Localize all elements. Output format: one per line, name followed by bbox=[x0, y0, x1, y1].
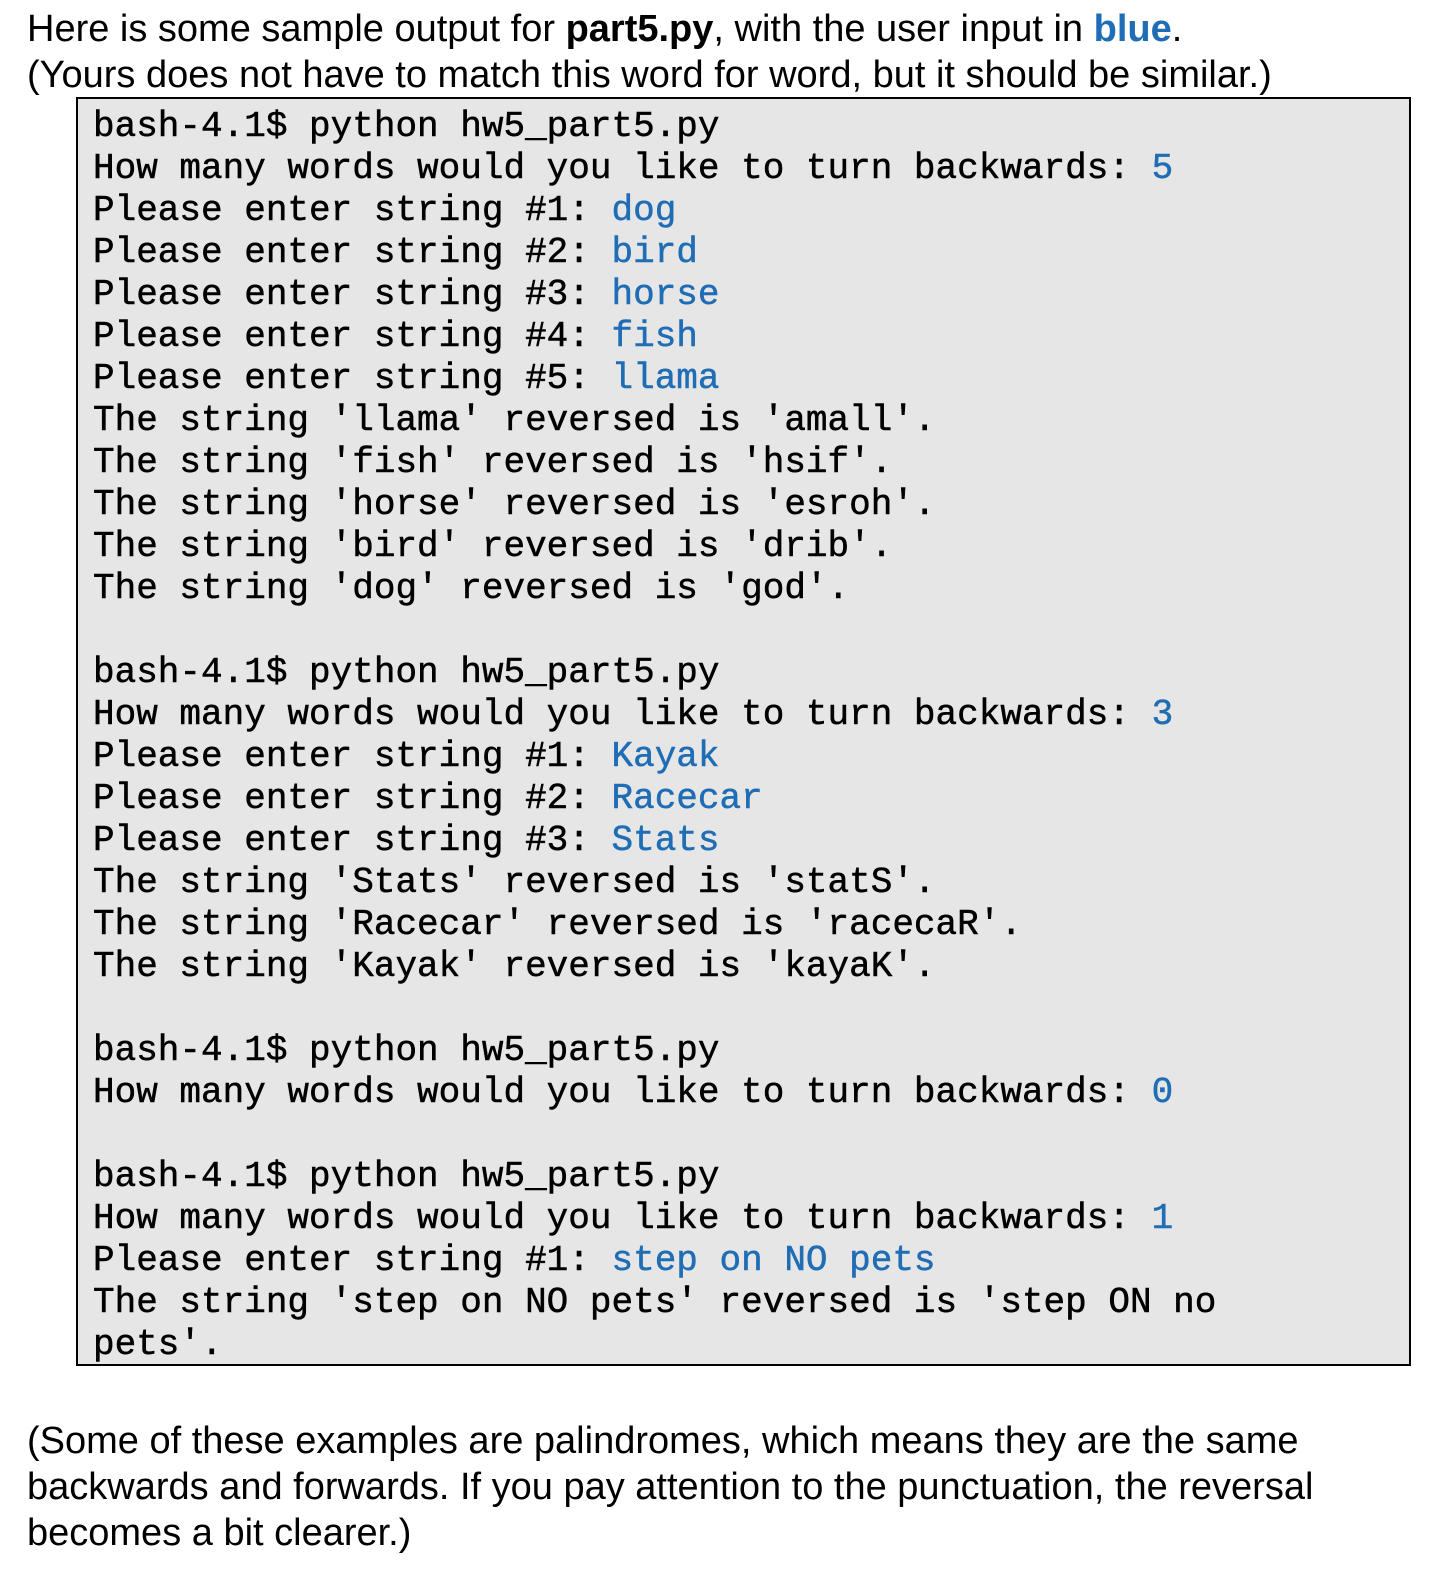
terminal-line bbox=[93, 1240, 1216, 1282]
terminal-line bbox=[93, 358, 1216, 400]
terminal-output-text: Please enter string #1: bbox=[93, 736, 612, 777]
user-input-text: 1 bbox=[1151, 1198, 1174, 1239]
intro-text: Here is some sample output for bbox=[27, 8, 566, 50]
terminal-output-text: bash-4.1$ python hw5_part5.py bbox=[93, 106, 720, 147]
user-input-text: Racecar bbox=[611, 778, 763, 819]
terminal-line bbox=[93, 904, 1216, 946]
terminal-line bbox=[93, 1156, 1216, 1198]
terminal-output-box bbox=[76, 97, 1411, 1366]
terminal-output-text: The string 'Kayak' reversed is 'kayaK'. bbox=[93, 946, 936, 987]
terminal-line bbox=[93, 610, 1216, 652]
terminal-line bbox=[93, 316, 1216, 358]
user-input-text: dog bbox=[611, 190, 677, 231]
terminal-line bbox=[93, 736, 1216, 778]
terminal-output-text: pets'. bbox=[93, 1324, 223, 1365]
terminal-line bbox=[93, 106, 1216, 148]
terminal-output-text: bash-4.1$ python hw5_part5.py bbox=[93, 1030, 720, 1071]
terminal-output-text: The string 'llama' reversed is 'amall'. bbox=[93, 400, 936, 441]
terminal-line bbox=[93, 988, 1216, 1030]
terminal-line bbox=[93, 1198, 1216, 1240]
terminal-output-text: Please enter string #4: bbox=[93, 316, 612, 357]
terminal-line bbox=[93, 190, 1216, 232]
terminal-line bbox=[93, 526, 1216, 568]
terminal-line bbox=[93, 442, 1216, 484]
terminal-output-text: Please enter string #5: bbox=[93, 358, 612, 399]
intro-paragraph bbox=[27, 6, 1427, 98]
terminal-output-text: Please enter string #3: bbox=[93, 820, 612, 861]
terminal-output-text: The string 'horse' reversed is 'esroh'. bbox=[93, 484, 936, 525]
terminal-line bbox=[93, 1324, 1216, 1366]
terminal-output-text: How many words would you like to turn backwards: bbox=[93, 694, 1152, 735]
terminal-line bbox=[93, 274, 1216, 316]
terminal-output-text: The string 'Racecar' reversed is 'racecaR'. bbox=[93, 904, 1022, 945]
terminal-output-text: How many words would you like to turn backwards: bbox=[93, 1072, 1152, 1113]
user-input-text: bird bbox=[611, 232, 698, 273]
terminal-output-text: bash-4.1$ python hw5_part5.py bbox=[93, 652, 720, 693]
terminal-output-text: Please enter string #2: bbox=[93, 232, 612, 273]
terminal-output-text: Please enter string #3: bbox=[93, 274, 612, 315]
terminal-line bbox=[93, 232, 1216, 274]
intro-line-2: (Yours does not have to match this word for word, but it should be similar.) bbox=[27, 54, 1272, 96]
user-input-text: Stats bbox=[611, 820, 720, 861]
intro-text: . bbox=[1171, 8, 1183, 50]
terminal-line bbox=[93, 484, 1216, 526]
terminal-output-text: Please enter string #1: bbox=[93, 1240, 612, 1281]
terminal-output-text: How many words would you like to turn backwards: bbox=[93, 1198, 1152, 1239]
terminal-line bbox=[93, 148, 1216, 190]
user-input-text: 0 bbox=[1151, 1072, 1174, 1113]
terminal-line bbox=[93, 652, 1216, 694]
terminal-line bbox=[93, 400, 1216, 442]
terminal-line bbox=[93, 1282, 1216, 1324]
terminal-output-text: Please enter string #2: bbox=[93, 778, 612, 819]
terminal-output-text: The string 'dog' reversed is 'god'. bbox=[93, 568, 850, 609]
user-input-text: llama bbox=[611, 358, 720, 399]
user-input-text: Kayak bbox=[611, 736, 720, 777]
user-input-text: 3 bbox=[1151, 694, 1174, 735]
terminal-output-text: The string 'bird' reversed is 'drib'. bbox=[93, 526, 893, 567]
terminal-output-text: The string 'Stats' reversed is 'statS'. bbox=[93, 862, 936, 903]
user-input-text: step on NO pets bbox=[611, 1240, 936, 1281]
user-input-text: 5 bbox=[1151, 148, 1174, 189]
terminal-line bbox=[93, 1114, 1216, 1156]
terminal-line bbox=[93, 820, 1216, 862]
blue-word: blue bbox=[1093, 8, 1172, 50]
terminal-line bbox=[93, 778, 1216, 820]
terminal-line bbox=[93, 1072, 1216, 1114]
outro-paragraph: (Some of these examples are palindromes, which means they are the same backwards and forwards. If you pay attention to the punctuation, the reversal becomes a bit clearer.) bbox=[27, 1420, 1314, 1554]
user-input-text: horse bbox=[611, 274, 720, 315]
filename: part5.py bbox=[565, 8, 714, 50]
terminal-output-text: bash-4.1$ python hw5_part5.py bbox=[93, 1156, 720, 1197]
terminal-output-text: The string 'fish' reversed is 'hsif'. bbox=[93, 442, 893, 483]
intro-text: , with the user input in bbox=[713, 8, 1094, 50]
terminal-line bbox=[93, 568, 1216, 610]
terminal-line bbox=[93, 946, 1216, 988]
terminal-output-text: Please enter string #1: bbox=[93, 190, 612, 231]
terminal-line bbox=[93, 1030, 1216, 1072]
user-input-text: fish bbox=[611, 316, 698, 357]
terminal-lines bbox=[93, 106, 1216, 1366]
terminal-output-text: The string 'step on NO pets' reversed is 'step ON no bbox=[93, 1282, 1217, 1323]
terminal-line bbox=[93, 694, 1216, 736]
terminal-output-text: How many words would you like to turn backwards: bbox=[93, 148, 1152, 189]
terminal-line bbox=[93, 862, 1216, 904]
intro-line-1 bbox=[27, 6, 1427, 52]
